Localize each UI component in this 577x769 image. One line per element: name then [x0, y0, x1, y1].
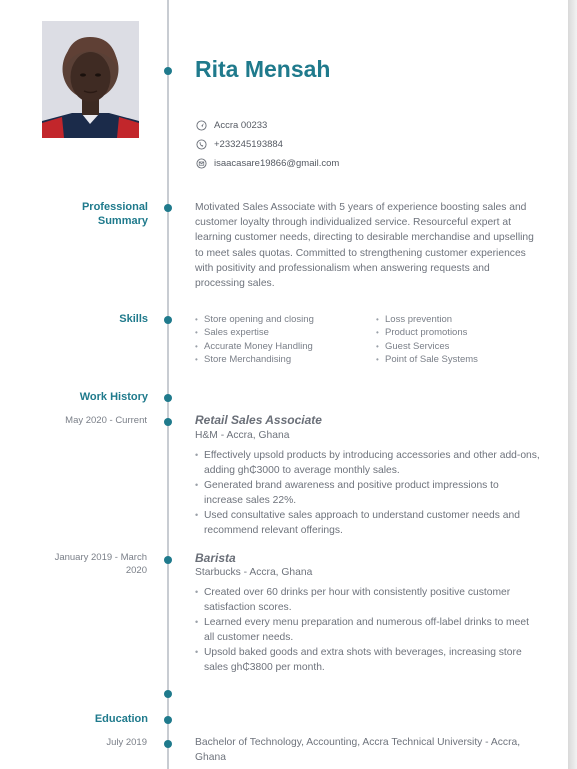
skill-item: • Point of Sale Systems [376, 353, 536, 366]
skills-list [195, 313, 540, 367]
profile-photo [42, 21, 139, 138]
work-dot [164, 394, 172, 402]
skill-item: • Loss prevention [376, 313, 536, 326]
phone-text: +233245193884 [214, 139, 283, 150]
job-2-date-line-2: 2020 [125, 565, 147, 576]
summary-title-line-2: Summary [97, 215, 148, 227]
education-date: July 2019 [106, 737, 147, 748]
list-item: • Learned every menu preparation and numerous off-label drinks to meet all customer needs. [195, 615, 540, 645]
list-item: • Effectively upsold products by introducing accessories and other add-ons, adding gh₵3000 to average monthly sales. [195, 448, 540, 478]
skill-item: • Sales expertise [195, 326, 376, 339]
profile-photo-illustration [42, 21, 139, 138]
contact-address [196, 120, 267, 131]
summary-section-title [28, 200, 148, 228]
email-icon [196, 158, 207, 169]
job-2-company: Starbucks - Accra, Ghana [195, 567, 313, 578]
education-section-title: Education [94, 713, 148, 725]
skills-dot [164, 316, 172, 324]
skills-section-title: Skills [119, 313, 148, 325]
summary-title-line-1: Professional [81, 201, 148, 213]
education-dot [164, 716, 172, 724]
job-1-date: May 2020 - Current [65, 415, 147, 426]
job-2-dot [164, 556, 172, 564]
education-detail: Bachelor of Technology, Accounting, Accra Technical University - Accra, Ghana [195, 737, 521, 763]
work-end-dot [164, 690, 172, 698]
job-1-title: Retail Sales Associate [195, 413, 322, 427]
job-2-date-line-1: January 2019 - March [54, 552, 147, 563]
contact-email [196, 158, 339, 169]
list-item: • Created over 60 drinks per hour with consistently positive customer satisfaction scores. [195, 585, 540, 615]
skill-item: • Product promotions [376, 326, 536, 339]
email-text: isaacasare19866@gmail.com [214, 158, 340, 169]
name-dot [164, 67, 172, 75]
skill-item: • Accurate Money Handling [195, 340, 376, 353]
list-item: • Upsold baked goods and extra shots with beverages, increasing store sales gh₵3800 per month. [195, 645, 540, 675]
job-1-company: H&M - Accra, Ghana [195, 430, 290, 441]
summary-dot [164, 204, 172, 212]
phone-icon [196, 139, 207, 150]
job-1-bullets [195, 448, 540, 538]
address-text: Accra 00233 [214, 120, 268, 131]
location-icon [196, 120, 207, 131]
skill-item: • Guest Services [376, 340, 536, 353]
job-1-dot [164, 418, 172, 426]
list-item: • Generated brand awareness and positive product impressions to increase sales 22%. [195, 478, 540, 508]
resume-name: Rita Mensah [195, 56, 331, 82]
job-2-bullets [195, 585, 540, 675]
skill-item: • Store opening and closing [195, 313, 376, 326]
education-item-dot [164, 740, 172, 748]
skill-item: • Store Merchandising [195, 353, 376, 366]
list-item: • Used consultative sales approach to understand customer needs and recommend relevant offerings. [195, 508, 540, 538]
contact-phone [196, 139, 283, 150]
summary-text: Motivated Sales Associate with 5 years of experience boosting sales and customer loyalty through individualized service. Resourceful expert at learning customer needs, directing to desirable merchandise and upselling to meet sales quotas. Committed to strengthening customer experiences with positivity and professionalism when answering requests and processing sales. [195, 202, 534, 290]
page-edge [568, 0, 577, 769]
timeline-line [167, 0, 169, 769]
job-2-title: Barista [195, 551, 236, 565]
work-section-title: Work History [79, 391, 148, 403]
job-2-date [27, 551, 147, 577]
